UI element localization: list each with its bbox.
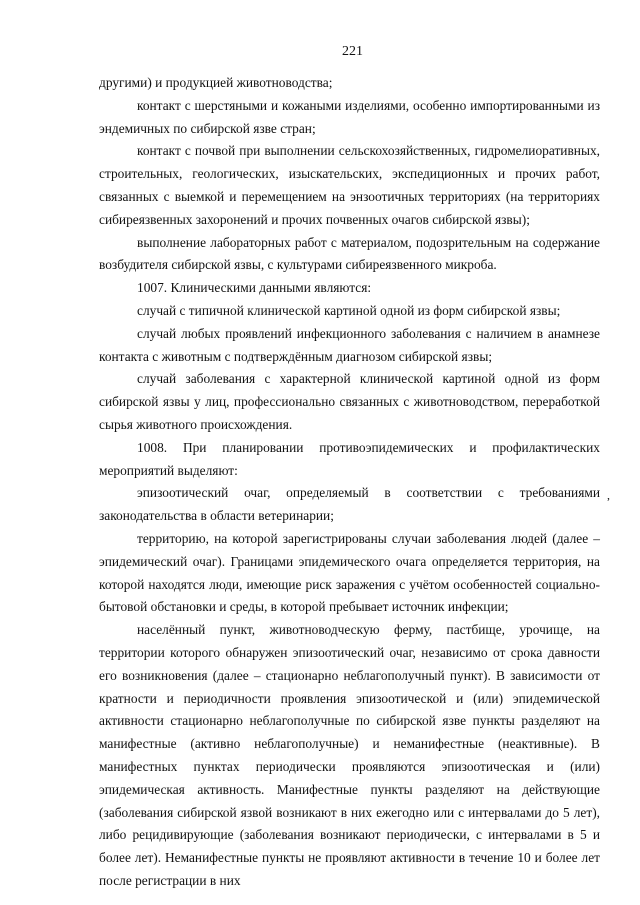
paragraph-11: территорию, на которой зарегистрированы случаи заболевания людей (далее – эпидемический очаг). Границами эпидемического очага определяется территория, на которой находятся люди, имеющие риск заражения с учётом особенностей социально-бытовой обстановки и среды, в которой пребывает источник инфекции; (99, 530, 600, 615)
paragraph-6: случай с типичной клинической картиной одной из форм сибирской язвы; (137, 302, 561, 318)
document-body (99, 72, 600, 893)
stray-mark: , (607, 488, 610, 502)
paragraph-4: выполнение лабораторных работ с материалом, подозрительным на содержание возбудителя сибирской язвы, с культурами сибиреязвенного микроба. (99, 234, 600, 273)
paragraph-12: населённый пункт, животноводческую ферму, пастбище, урочище, на территории которого обнаружен эпизоотический очаг, независимо от срока давности его возникновения (далее – стационарно неблагополучный пункт). В зависимости от кратности и периодичности проявления эпизоотической и (или) эпидемической активности стационарно неблагополучные по сибирской язве пункты разделяют на манифестные (активно неблагополучные) и неманифестные (неактивные). В манифестных пунктах периодически проявляются эпизоотическая и (или) эпидемическая активность. Манифестные пункты разделяют на действующие (заболевания сибирской язвой возникают в них ежегодно или с интервалами до 5 лет), либо рецидивирующие (заболевания возникают периодически, с интервалами в 5 и более лет). Неманифестные пункты не проявляют активности в течение 10 и более лет после регистрации в них (99, 622, 600, 888)
paragraph-3: контакт с почвой при выполнении сельскохозяйственных, гидромелиоративных, строительных, геологических, изыскательских, экспедиционных и прочих работ, связанных с выемкой и перемещением на энзоотичных территориях (на территориях сибиреязвенных захоронений и прочих почвенных очагов сибирской язвы); (99, 143, 600, 227)
paragraph-5: 1007. Клиническими данными являются: (137, 280, 372, 296)
paragraph-10: эпизоотический очаг, определяемый в соответствии с требованиями законодательства в области ветеринарии; (99, 485, 600, 524)
paragraph-8: случай заболевания с характерной клинической картиной одной из форм сибирской язвы у лиц, профессионально связанных с животноводством, переработкой сырья животного происхождения. (99, 371, 600, 432)
paragraph-1: другими) и продукцией животноводства; (99, 75, 333, 90)
paragraph-2: контакт с шерстяными и кожаными изделиями, особенно импортированными из эндемичных по сибирской язве стран; (99, 97, 600, 136)
paragraph-7: случай любых проявлений инфекционного заболевания с наличием в анамнезе контакта с животным с подтверждённым диагнозом сибирской язвы; (99, 325, 600, 364)
page-number: 221 (342, 44, 363, 59)
paragraph-9: 1008. При планировании противоэпидемических и профилактических мероприятий выделяют: (99, 439, 600, 478)
